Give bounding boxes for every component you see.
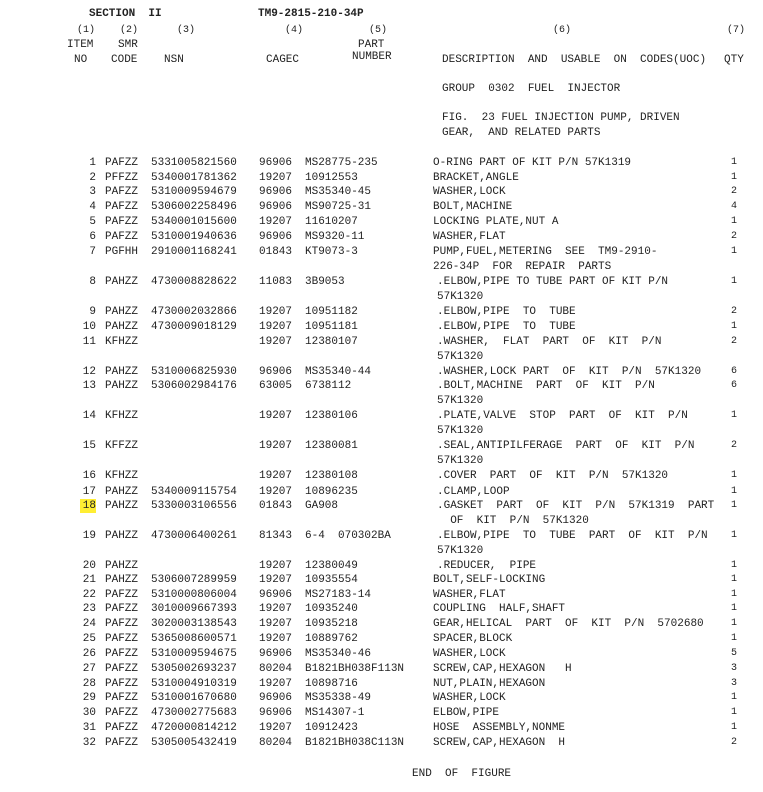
table-row <box>0 335 763 365</box>
item-number: 6 <box>89 231 96 243</box>
description: .PLATE,VALVE STOP PART OF KIT P/N <box>437 410 688 422</box>
smr-code: PAHZZ <box>105 276 139 288</box>
figure-title: FIG. 23 FUEL INJECTION PUMP, DRIVEN <box>442 112 680 124</box>
nsn: 5310009594679 <box>151 186 237 198</box>
smr-code: KFHZZ <box>105 410 139 422</box>
description: .CLAMP,LOOP <box>437 486 510 498</box>
part-number: 10951182 <box>305 306 358 318</box>
quantity: 2 <box>731 737 738 748</box>
quantity: 1 <box>731 321 738 332</box>
description-cont: 57K1320 <box>437 395 484 407</box>
part-number: 11610207 <box>305 216 358 228</box>
part-number: 10935554 <box>305 574 358 586</box>
smr-code: PGFHH <box>105 246 139 258</box>
quantity: 2 <box>731 231 738 242</box>
nsn: 5310000806004 <box>151 589 237 601</box>
item-number: 26 <box>82 648 96 660</box>
description-cont: 57K1320 <box>437 545 484 557</box>
part-number: 10935240 <box>305 603 358 615</box>
col-item-label: ITEM <box>67 39 94 51</box>
nsn: 5310001940636 <box>151 231 237 243</box>
smr-code: PAFZZ <box>105 678 139 690</box>
smr-code: PAFZZ <box>105 216 139 228</box>
part-number: 6738112 <box>305 380 352 392</box>
nsn: 4730002032866 <box>151 306 237 318</box>
quantity: 5 <box>731 648 738 659</box>
item-number: 23 <box>82 603 96 615</box>
item-number: 9 <box>89 306 96 318</box>
cagec: 19207 <box>259 216 293 228</box>
smr-code: PAHZZ <box>105 321 139 333</box>
cagec: 80204 <box>259 663 293 675</box>
description: .BOLT,MACHINE PART OF KIT P/N <box>437 380 655 392</box>
cagec: 19207 <box>259 172 293 184</box>
cagec: 19207 <box>259 440 293 452</box>
smr-code: PAHZZ <box>105 500 139 512</box>
nsn: 5340001781362 <box>151 172 237 184</box>
table-row <box>0 275 763 305</box>
smr-code: PAHZZ <box>105 366 139 378</box>
description: .ELBOW,PIPE TO TUBE <box>437 321 576 333</box>
quantity: 3 <box>731 663 738 674</box>
description: .ELBOW,PIPE TO TUBE <box>437 306 576 318</box>
smr-code: PAHZZ <box>105 574 139 586</box>
smr-code: PAFZZ <box>105 201 139 213</box>
col-num-7: (7) <box>727 25 746 36</box>
cagec: 01843 <box>259 246 293 258</box>
item-number: 10 <box>82 321 96 333</box>
description: .REDUCER, PIPE <box>437 560 537 572</box>
smr-code: PAHZZ <box>105 486 139 498</box>
smr-code: KFHZZ <box>105 470 139 482</box>
description-cont: 57K1320 <box>437 425 484 437</box>
smr-code: PAFZZ <box>105 707 139 719</box>
nsn: 5365008600571 <box>151 633 237 645</box>
item-number: 12 <box>82 366 96 378</box>
smr-code: PAFZZ <box>105 603 139 615</box>
group-heading: GROUP 0302 FUEL INJECTOR <box>442 83 621 95</box>
quantity: 1 <box>731 603 738 614</box>
table-row <box>0 409 763 439</box>
item-number: 13 <box>82 380 96 392</box>
smr-code: PAHZZ <box>105 530 139 542</box>
description: .COVER PART OF KIT P/N 57K1320 <box>437 470 669 482</box>
cagec: 96906 <box>259 366 293 378</box>
item-number: 27 <box>82 663 96 675</box>
cagec: 96906 <box>259 157 293 169</box>
table-row <box>0 245 763 275</box>
quantity: 6 <box>731 380 738 391</box>
nsn: 4720000814212 <box>151 722 237 734</box>
item-number: 14 <box>82 410 96 422</box>
nsn: 4730006400261 <box>151 530 237 542</box>
cagec: 19207 <box>259 678 293 690</box>
cagec: 19207 <box>259 633 293 645</box>
part-number: MS35338-49 <box>305 692 372 704</box>
cagec: 19207 <box>259 722 293 734</box>
quantity: 1 <box>731 410 738 421</box>
col-num-2: (2) <box>120 25 139 36</box>
col-num-6: (6) <box>553 25 572 36</box>
description: SPACER,BLOCK <box>433 633 513 645</box>
cagec: 19207 <box>259 306 293 318</box>
item-number: 11 <box>82 336 96 348</box>
description: .ELBOW,PIPE TO TUBE PART OF KIT P/N <box>437 276 669 288</box>
part-number: 12380107 <box>305 336 358 348</box>
description: SCREW,CAP,HEXAGON H <box>433 663 572 675</box>
nsn: 3010009667393 <box>151 603 237 615</box>
cagec: 81343 <box>259 530 293 542</box>
item-number: 17 <box>82 486 96 498</box>
nsn: 5306002984176 <box>151 380 237 392</box>
quantity: 1 <box>731 530 738 541</box>
description: WASHER,LOCK <box>433 186 506 198</box>
part-number: KT9073-3 <box>305 246 358 258</box>
item-number: 18 <box>80 499 96 513</box>
item-number: 5 <box>89 216 96 228</box>
part-number: 6-4 070302BA <box>305 530 391 542</box>
table-row <box>0 379 763 409</box>
part-number: MS35340-46 <box>305 648 372 660</box>
part-number: 10912423 <box>305 722 358 734</box>
quantity: 1 <box>731 500 738 511</box>
cagec: 96906 <box>259 201 293 213</box>
part-number: GA908 <box>305 500 339 512</box>
smr-code: PAHZZ <box>105 380 139 392</box>
item-number: 25 <box>82 633 96 645</box>
description: COUPLING HALF,SHAFT <box>433 603 566 615</box>
description: .SEAL,ANTIPILFERAGE PART OF KIT P/N <box>437 440 695 452</box>
item-number: 21 <box>82 574 96 586</box>
cagec: 11083 <box>259 276 293 288</box>
smr-code: PAFZZ <box>105 231 139 243</box>
col-num-5: (5) <box>369 25 388 36</box>
cagec: 80204 <box>259 737 293 749</box>
nsn: 5340009115754 <box>151 486 237 498</box>
smr-code: PAFZZ <box>105 663 139 675</box>
quantity: 1 <box>731 707 738 718</box>
item-number: 32 <box>82 737 96 749</box>
col-num-4: (4) <box>285 25 304 36</box>
part-number: B1821BH038F113N <box>305 663 405 675</box>
cagec: 96906 <box>259 707 293 719</box>
description-cont: 57K1320 <box>437 291 484 303</box>
part-number: MS9320-11 <box>305 231 365 243</box>
part-number: MS28775-235 <box>305 157 378 169</box>
cagec: 96906 <box>259 589 293 601</box>
quantity: 1 <box>731 246 738 257</box>
cagec: 19207 <box>259 618 293 630</box>
cagec: 19207 <box>259 486 293 498</box>
item-number: 1 <box>89 157 96 169</box>
part-number: MS14307-1 <box>305 707 365 719</box>
smr-code: PAFZZ <box>105 157 139 169</box>
item-number: 29 <box>82 692 96 704</box>
quantity: 1 <box>731 276 738 287</box>
part-number: 10951181 <box>305 321 358 333</box>
smr-code: KFFZZ <box>105 440 139 452</box>
part-number: MS35340-44 <box>305 366 372 378</box>
quantity: 1 <box>731 486 738 497</box>
nsn: 5305005432419 <box>151 737 237 749</box>
part-number: MS27183-14 <box>305 589 372 601</box>
quantity: 1 <box>731 618 738 629</box>
description: .GASKET PART OF KIT P/N 57K1319 PART <box>437 500 715 512</box>
quantity: 1 <box>731 574 738 585</box>
nsn: 5310009594675 <box>151 648 237 660</box>
nsn: 4730009018129 <box>151 321 237 333</box>
smr-code: PFFZZ <box>105 172 139 184</box>
smr-code: PAHZZ <box>105 560 139 572</box>
part-number: 12380049 <box>305 560 358 572</box>
nsn: 3020003138543 <box>151 618 237 630</box>
cagec: 96906 <box>259 648 293 660</box>
cagec: 19207 <box>259 410 293 422</box>
smr-code: PAFZZ <box>105 589 139 601</box>
cagec: 63005 <box>259 380 293 392</box>
table-row <box>0 736 763 766</box>
item-number: 2 <box>89 172 96 184</box>
end-of-figure: END OF FIGURE <box>412 768 512 780</box>
part-number: MS35340-45 <box>305 186 372 198</box>
nsn: 5306002258496 <box>151 201 237 213</box>
smr-code: PAFZZ <box>105 648 139 660</box>
part-number: 10898716 <box>305 678 358 690</box>
col-qty-label: QTY <box>724 54 744 66</box>
nsn: 4730002775683 <box>151 707 237 719</box>
col-desc-label: DESCRIPTION AND USABLE ON CODES(UOC) <box>442 54 707 66</box>
nsn: 5310004910319 <box>151 678 237 690</box>
part-number: 10889762 <box>305 633 358 645</box>
quantity: 4 <box>731 201 738 212</box>
quantity: 1 <box>731 633 738 644</box>
description: NUT,PLAIN,HEXAGON <box>433 678 546 690</box>
cagec: 96906 <box>259 186 293 198</box>
description: LOCKING PLATE,NUT A <box>433 216 559 228</box>
item-number: 8 <box>89 276 96 288</box>
item-number: 3 <box>89 186 96 198</box>
section-title: SECTION II <box>89 8 162 20</box>
col-item-label-2: NO <box>74 54 88 66</box>
description: SCREW,CAP,HEXAGON H <box>433 737 566 749</box>
smr-code: PAHZZ <box>105 306 139 318</box>
part-number: 12380081 <box>305 440 358 452</box>
description: WASHER,FLAT <box>433 589 506 601</box>
description: .WASHER,LOCK PART OF KIT P/N 57K1320 <box>437 366 702 378</box>
quantity: 1 <box>731 692 738 703</box>
part-number: 10935218 <box>305 618 358 630</box>
cagec: 19207 <box>259 336 293 348</box>
item-number: 4 <box>89 201 96 213</box>
nsn: 5330003106556 <box>151 500 237 512</box>
quantity: 1 <box>731 470 738 481</box>
smr-code: PAFZZ <box>105 737 139 749</box>
description: WASHER,LOCK <box>433 692 506 704</box>
part-number: 10896235 <box>305 486 358 498</box>
part-number: 12380108 <box>305 470 358 482</box>
col-num-1: (1) <box>77 25 96 36</box>
quantity: 2 <box>731 306 738 317</box>
item-number: 31 <box>82 722 96 734</box>
description: BOLT,MACHINE <box>433 201 513 213</box>
description-cont: 226-34P FOR REPAIR PARTS <box>433 261 612 273</box>
description: .ELBOW,PIPE TO TUBE PART OF KIT P/N <box>437 530 708 542</box>
cagec: 96906 <box>259 692 293 704</box>
quantity: 1 <box>731 216 738 227</box>
cagec: 19207 <box>259 560 293 572</box>
description: ELBOW,PIPE <box>433 707 500 719</box>
cagec: 01843 <box>259 500 293 512</box>
description-cont: 57K1320 <box>437 455 484 467</box>
nsn: 2910001168241 <box>151 246 237 258</box>
part-number: MS90725-31 <box>305 201 372 213</box>
cagec: 96906 <box>259 231 293 243</box>
description: O-RING PART OF KIT P/N 57K1319 <box>433 157 632 169</box>
nsn: 4730008828622 <box>151 276 237 288</box>
figure-title-2: GEAR, AND RELATED PARTS <box>442 127 601 139</box>
nsn: 5331005821560 <box>151 157 237 169</box>
nsn: 5305002693237 <box>151 663 237 675</box>
cagec: 19207 <box>259 470 293 482</box>
description-cont: OF KIT P/N 57K1320 <box>437 515 589 527</box>
quantity: 1 <box>731 172 738 183</box>
col-nsn-label: NSN <box>164 54 184 66</box>
quantity: 1 <box>731 157 738 168</box>
col-cagec-label: CAGEC <box>266 54 300 66</box>
col-part-label: PART <box>358 39 385 51</box>
item-number: 19 <box>82 530 96 542</box>
table-row <box>0 499 763 529</box>
smr-code: PAFZZ <box>105 692 139 704</box>
col-smr-label: SMR <box>118 39 138 51</box>
cagec: 19207 <box>259 321 293 333</box>
nsn: 5310001670680 <box>151 692 237 704</box>
tm-number: TM9-2815-210-34P <box>258 8 364 20</box>
cagec: 19207 <box>259 574 293 586</box>
quantity: 2 <box>731 336 738 347</box>
description: GEAR,HELICAL PART OF KIT P/N 5702680 <box>433 618 704 630</box>
description: WASHER,FLAT <box>433 231 506 243</box>
cagec: 19207 <box>259 603 293 615</box>
col-smr-label-2: CODE <box>111 54 138 66</box>
smr-code: KFHZZ <box>105 336 139 348</box>
quantity: 1 <box>731 722 738 733</box>
item-number: 7 <box>89 246 96 258</box>
part-number: 3B9053 <box>305 276 345 288</box>
item-number: 16 <box>82 470 96 482</box>
col-part-label-2: NUMBER <box>352 51 392 63</box>
part-number: 12380106 <box>305 410 358 422</box>
item-number: 30 <box>82 707 96 719</box>
col-num-3: (3) <box>177 25 196 36</box>
description-cont: 57K1320 <box>437 351 484 363</box>
nsn: 5306007289959 <box>151 574 237 586</box>
description: BOLT,SELF-LOCKING <box>433 574 546 586</box>
smr-code: PAFZZ <box>105 722 139 734</box>
smr-code: PAFZZ <box>105 618 139 630</box>
table-row <box>0 439 763 469</box>
item-number: 15 <box>82 440 96 452</box>
description: HOSE ASSEMBLY,NONME <box>433 722 566 734</box>
smr-code: PAFZZ <box>105 186 139 198</box>
quantity: 1 <box>731 589 738 600</box>
smr-code: PAFZZ <box>105 633 139 645</box>
quantity: 1 <box>731 560 738 571</box>
table-row <box>0 529 763 559</box>
quantity: 2 <box>731 186 738 197</box>
item-number: 20 <box>82 560 96 572</box>
item-number: 24 <box>82 618 96 630</box>
description: PUMP,FUEL,METERING SEE TM9-2910- <box>433 246 658 258</box>
nsn: 5340001015600 <box>151 216 237 228</box>
description: .WASHER, FLAT PART OF KIT P/N <box>437 336 662 348</box>
nsn: 5310006825930 <box>151 366 237 378</box>
item-number: 22 <box>82 589 96 601</box>
part-number: 10912553 <box>305 172 358 184</box>
description: WASHER,LOCK <box>433 648 506 660</box>
part-number: B1821BH038C113N <box>305 737 405 749</box>
description: BRACKET,ANGLE <box>433 172 519 184</box>
item-number: 28 <box>82 678 96 690</box>
quantity: 6 <box>731 366 738 377</box>
quantity: 3 <box>731 678 738 689</box>
quantity: 2 <box>731 440 738 451</box>
